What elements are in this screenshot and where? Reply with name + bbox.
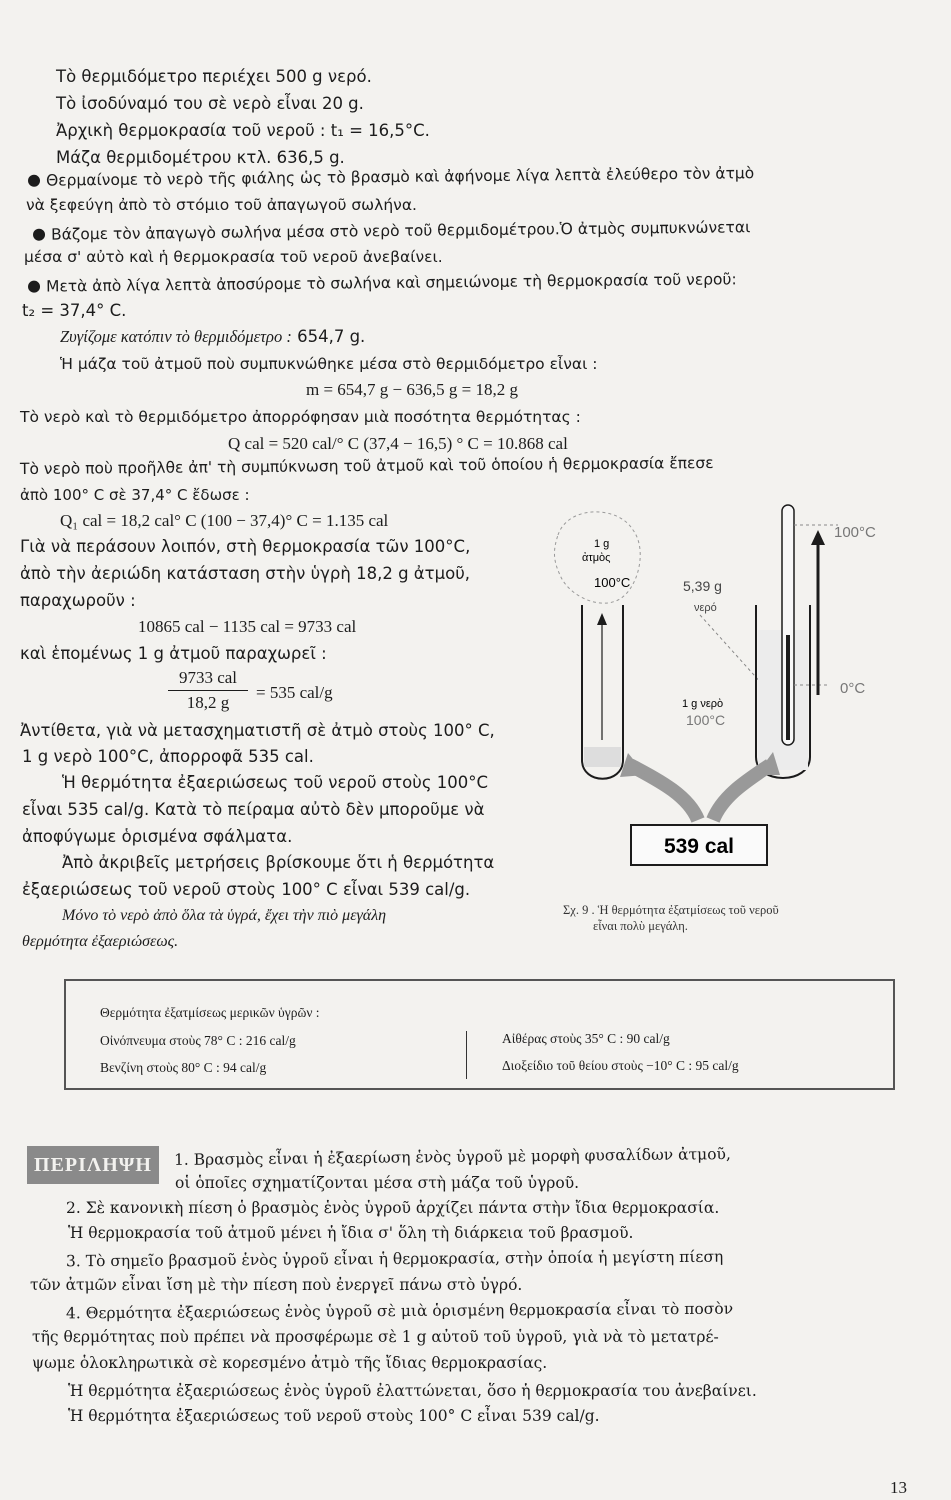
water-amount: 5,39 g	[683, 578, 722, 594]
steam-label-2: ἀτμὸς	[582, 552, 611, 564]
page-number: 13	[890, 1478, 907, 1497]
figure-caption	[563, 902, 779, 934]
bullet-icon	[28, 175, 40, 187]
pass-line-1: Γιὰ νὰ περάσουν λοιπόν, στὴ θερμοκρασία τῶν 100°C,	[20, 537, 471, 556]
fraction-bar	[168, 690, 248, 691]
step-1: Θερμαίνομε τὸ νερὸ τῆς φιάλης ὡς τὸ βρασμὸ καὶ ἀφήνομε λίγα λεπτὰ ἐλεύθερο τὸν ἀτμὸ	[28, 162, 754, 192]
heat-line-3: ἀποφύγωμε ὁρισμένα σφάλματα.	[22, 827, 293, 846]
mass-equation: m = 654,7 g − 636,5 g = 18,2 g	[306, 380, 518, 399]
summary-note-1: Ἡ θερμότητα ἐξαεριώσεως ἑνὸς ὑγροῦ ἐλαττώνεται, ὅσο ἡ θερμοκρασία του ἀνεβαίνει.	[68, 1382, 757, 1400]
difference-equation: 10865 cal − 1135 cal = 9733 cal	[138, 617, 357, 636]
step-3: Μετὰ ἀπὸ λίγα λεπτὰ ἀποσύρομε τὸ σωλήνα καὶ σημειώνομε τὴ θερμοκρασία τοῦ νεροῦ:	[28, 268, 737, 297]
right-arrow-head	[811, 530, 825, 545]
contra-line-1: Ἀντίθετα, γιὰ νὰ μετασχηματιστῆ σὲ ἀτμὸ στοὺς 100° C,	[20, 721, 495, 740]
steam-temp: 100°C	[594, 575, 631, 590]
summary-item-4: 4. Θερμότητα ἐξαεριώσεως ἑνὸς ὑγροῦ σὲ μιὰ ὁρισμένη θερμοκρασία εἶναι τὸ ποσὸν	[65, 1299, 734, 1323]
fraction-result: = 535 cal/g	[256, 683, 333, 702]
heat-line-1: Ἡ θερμότητα ἐξαεριώσεως τοῦ νεροῦ στοὺς 100°C	[62, 773, 489, 792]
intro-line-4: Μάζα θερμιδομέτρου κτλ. 636,5 g.	[56, 148, 345, 167]
caption-line-1: Σχ. 9 . Ἡ θερμότητα ἐξατμίσεως τοῦ νεροῦ	[563, 903, 779, 917]
summary-item-3-cont: τῶν ἀτμῶν εἶναι ἴση μὲ τὴν πίεση ποὺ ἐνεργεῖ πάνω στὸ ὑγρό.	[30, 1276, 523, 1294]
intro-line-2: Τὸ ἰσοδύναμό του σὲ νερὸ εἶναι 20 g.	[56, 94, 364, 113]
contra-line-2: 1 g νερὸ 100°C, ἀπορροφᾶ 535 cal.	[22, 747, 314, 766]
heat-line-2: εἶναι 535 cal/g. Κατὰ τὸ πείραμα αὐτὸ δὲν μποροῦμε νὰ	[22, 800, 485, 819]
steam-label-1: 1 g	[594, 538, 610, 550]
summary-item-1: 1. Βρασμὸς εἶναι ἡ ἐξαερίωση ἑνὸς ὑγροῦ μὲ μορφὴ φυσαλίδων ἀτμοῦ,	[173, 1145, 731, 1169]
table-divider	[466, 1031, 467, 1079]
summary-item-2: 2. Σὲ κανονικὴ πίεση ὁ βρασμὸς ἑνὸς ὑγροῦ ἀρχίζει πάντα στὴν ἴδια θερμοκρασία.	[66, 1199, 720, 1217]
absorbed-text: Τὸ νερὸ καὶ τὸ θερμιδόμετρο ἀπορρόφησαν μιὰ ποσότητα θερμότητας :	[20, 408, 581, 426]
summary-tag: ΠΕΡΙΛΗΨΗ	[27, 1146, 159, 1184]
absorbed-equation: Q cal = 520 cal/° C (37,4 − 16,5) ° C = 10.868 cal	[228, 434, 568, 453]
heat-table-box	[64, 979, 895, 1090]
left-arrow-head	[597, 613, 607, 625]
fraction	[168, 668, 248, 713]
bullet-icon	[33, 229, 45, 241]
water-word: νερό	[694, 602, 717, 614]
left-tube-water	[584, 747, 621, 767]
summary-item-4-cont-2: ψωμε ὁλοκληρωτικὰ σὲ κορεσμένο ἀτμὸ τῆς ἴδιας θερμοκρασίας.	[32, 1354, 548, 1372]
table-row-alcohol: Οἰνόπνευμα στοὺς 78° C : 216 cal/g	[100, 1033, 296, 1048]
summary-item-3: 3. Τὸ σημεῖο βρασμοῦ ἑνὸς ὑγροῦ εἶναι ἡ θερμοκρασία, στὴν ὁποία ἡ μεγίστη πίεση	[65, 1247, 724, 1271]
exact-line-2: ἐξαεριώσεως τοῦ νεροῦ στοὺς 100° C εἶναι 539 cal/g.	[22, 880, 471, 899]
summary-item-2-cont: Ἡ θερμοκρασία τοῦ ἀτμοῦ μένει ἡ ἴδια σ' ὅλη τὴ διάρκεια τοῦ βρασμοῦ.	[68, 1224, 634, 1242]
table-row-ether: Αἰθέρας στοὺς 35° C : 90 cal/g	[502, 1031, 670, 1046]
condensation-text: Τὸ νερὸ ποὺ προῆλθε ἀπ' τὴ συμπύκνωση τοῦ ἀτμοῦ καὶ τοῦ ὁποίου ἡ θερμοκρασία ἔπεσε	[19, 453, 714, 479]
weigh-line: Ζυγίζομε κατόπιν τὸ θερμιδόμετρο : 654,7 g.	[60, 327, 366, 346]
water-temp: 100°C	[686, 712, 726, 728]
bullet-icon	[28, 281, 40, 293]
mass-text: Ἡ μάζα τοῦ ἀτμοῦ ποὺ συμπυκνώθηκε μέσα στὸ θερμιδόμετρο εἶναι :	[60, 355, 598, 373]
summary-note-2: Ἡ θερμότητα ἐξαεριώσεως τοῦ νεροῦ στοὺς 100° C εἶναι 539 cal/g.	[68, 1407, 600, 1425]
dashed-connector	[700, 615, 763, 685]
pass-line-2: ἀπὸ τὴν ἀεριώδη κατάσταση στὴν ὑγρὴ 18,2 g ἀτμοῦ,	[20, 564, 471, 583]
step-2-cont: μέσα σ' αὐτὸ καὶ ἡ θερμοκρασία τοῦ νεροῦ ἀνεβαίνει.	[24, 248, 443, 266]
only-water-line-2: θερμότητα ἐξαεριώσεως.	[22, 933, 179, 950]
water-label: 1 g νερὸ	[682, 698, 724, 710]
table-row-benzine: Βενζίνη στοὺς 80° C : 94 cal/g	[100, 1060, 267, 1075]
summary-item-4-cont: τῆς θερμότητας ποὺ πρέπει νὰ προσφέρωμε σὲ 1 g αὐτοῦ τοῦ ὑγροῦ, γιὰ νὰ τὸ μετατρέ-	[32, 1328, 719, 1346]
intro-line-3: Ἀρχικὴ θερμοκρασία τοῦ νεροῦ : t₁ = 16,5°C.	[56, 121, 430, 140]
step-2: Βάζομε τὸν ἀπαγωγὸ σωλήνα μέσα στὸ νερὸ τοῦ θερμιδομέτρου.Ὁ ἀτμὸς συμπυκνώνεται	[33, 216, 751, 246]
intro-line-1: Τὸ θερμιδόμετρο περιέχει 500 g νερό.	[56, 67, 372, 86]
energy-value: 539 cal	[663, 835, 735, 858]
exact-line-1: Ἀπὸ ἀκριβεῖς μετρήσεις βρίσκουμε ὅτι ἡ θερμότητα	[62, 853, 495, 872]
step-3-cont: t₂ = 37,4° C.	[22, 301, 127, 320]
table-row-sulfur-dioxide: Διοξείδιο τοῦ θείου στοὺς −10° C : 95 cal/g	[502, 1058, 739, 1073]
step-1-cont: νὰ ξεφεύγη ἀπὸ τὸ στόμιο τοῦ ἀπαγωγοῦ σωλήνα.	[26, 196, 417, 214]
thermometer-column	[786, 635, 790, 740]
pass-line-3: παραχωροῦν :	[20, 591, 136, 610]
fraction-numerator: 9733 cal	[178, 668, 238, 687]
zero-temp: 0°C	[840, 680, 866, 697]
evaporation-figure	[548, 495, 908, 915]
table-title: Θερμότητα ἐξατμίσεως μερικῶν ὑγρῶν :	[100, 1005, 320, 1020]
per-gram-text: καὶ ἑπομένως 1 g ἀτμοῦ παραχωρεῖ :	[20, 644, 327, 663]
summary-item-1-cont: οἱ ὁποῖες σχηματίζονται μέσα στὴ μάζα τοῦ ὑγροῦ.	[175, 1174, 580, 1192]
top-temp: 100°C	[834, 524, 876, 541]
q1-equation: Q₁ cal = 18,2 cal° C (100 − 37,4)° C = 1.135 cal	[60, 511, 389, 530]
only-water-line-1: Μόνο τὸ νερὸ ἀπὸ ὅλα τὰ ὑγρά, ἔχει τὴν πιὸ μεγάλη	[62, 907, 387, 924]
condensation-text-cont: ἀπὸ 100° C σὲ 37,4° C ἔδωσε :	[20, 486, 250, 504]
fraction-denominator: 18,2 g	[186, 693, 230, 712]
caption-line-2: εἶναι πολὺ μεγάλη.	[593, 919, 688, 933]
